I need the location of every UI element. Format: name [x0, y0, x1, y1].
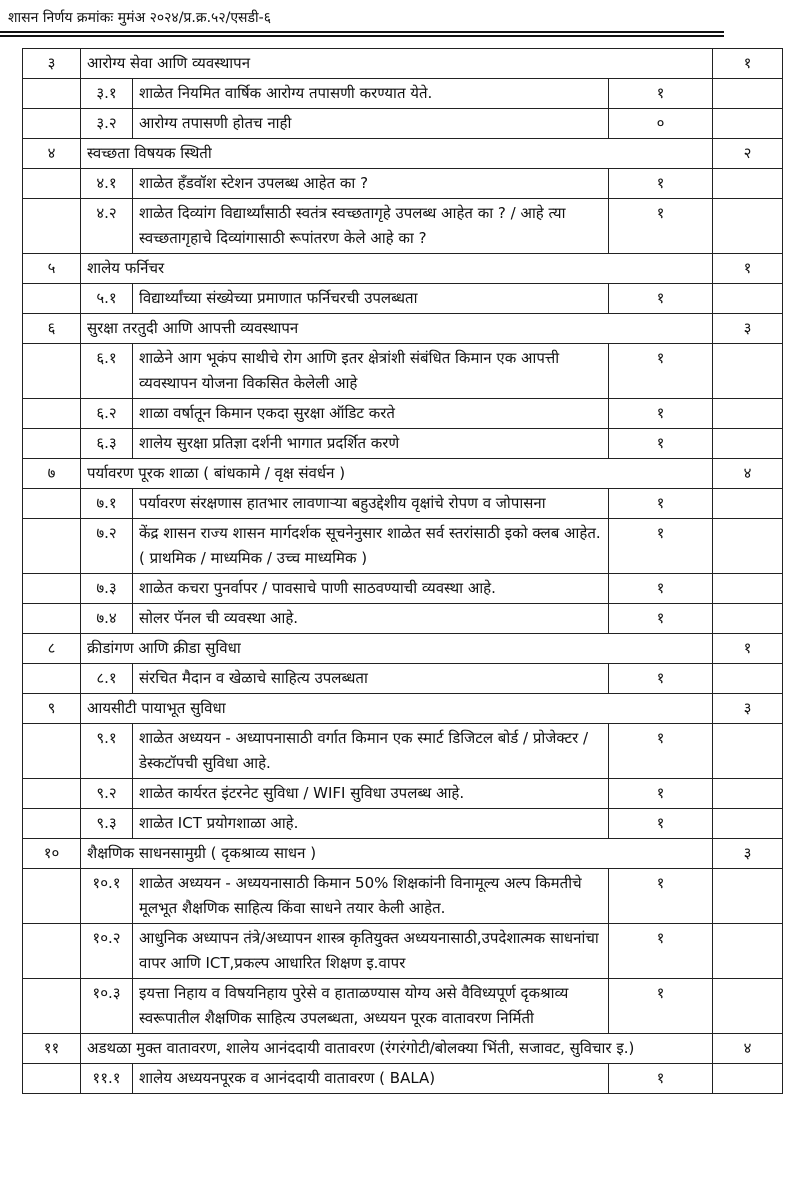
item-text: शाळेत ICT प्रयोगशाळा आहे.	[133, 809, 609, 839]
item-total-spacer	[713, 399, 783, 429]
item-text: शाळेत अध्ययन - अध्यापनासाठी वर्गात किमान एक स्मार्ट डिजिटल बोर्ड / प्रोजेक्टर / डेस्कटॉपची सुविधा आहे.	[133, 724, 609, 779]
item-total-spacer	[713, 604, 783, 634]
table-body	[23, 49, 783, 1094]
item-number: ८.१	[81, 664, 133, 694]
item-spacer	[23, 429, 81, 459]
section-row	[23, 254, 783, 284]
item-spacer	[23, 199, 81, 254]
item-number: ११.१	[81, 1064, 133, 1094]
item-row	[23, 724, 783, 779]
item-row	[23, 79, 783, 109]
section-row	[23, 314, 783, 344]
item-mark: १	[609, 809, 713, 839]
item-mark: १	[609, 79, 713, 109]
item-spacer	[23, 399, 81, 429]
section-number: ६	[23, 314, 81, 344]
item-mark: १	[609, 489, 713, 519]
item-text: विद्यार्थ्यांच्या संख्येच्या प्रमाणात फर्निचरची उपलब्धता	[133, 284, 609, 314]
section-row	[23, 1034, 783, 1064]
item-row	[23, 664, 783, 694]
item-text: शाळेत दिव्यांग विद्यार्थ्यांसाठी स्वतंत्र स्वच्छतागृहे उपलब्ध आहेत का ? / आहे त्या स्वच्छतागृहाचे दिव्यांगासाठी रूपांतरण केले आहे का ?	[133, 199, 609, 254]
item-total-spacer	[713, 924, 783, 979]
item-spacer	[23, 924, 81, 979]
item-mark: १	[609, 284, 713, 314]
item-mark: १	[609, 344, 713, 399]
item-row	[23, 519, 783, 574]
item-spacer	[23, 574, 81, 604]
item-row	[23, 924, 783, 979]
item-spacer	[23, 79, 81, 109]
item-total-spacer	[713, 429, 783, 459]
item-text: पर्यावरण संरक्षणास हातभार लावणाऱ्या बहुउद्देशीय वृक्षांचे रोपण व जोपासना	[133, 489, 609, 519]
item-total-spacer	[713, 779, 783, 809]
section-total: १	[713, 254, 783, 284]
item-text: आरोग्य तपासणी होतच नाही	[133, 109, 609, 139]
item-number: ३.२	[81, 109, 133, 139]
item-mark: १	[609, 979, 713, 1034]
item-text: शाळेत कार्यरत इंटरनेट सुविधा / WIFI सुविधा उपलब्ध आहे.	[133, 779, 609, 809]
section-title: अडथळा मुक्त वातावरण, शालेय आनंददायी वातावरण (रंगरंगोटी/बोलक्या भिंती, सजावट, सुविचार इ.)	[81, 1034, 713, 1064]
item-row	[23, 169, 783, 199]
item-number: १०.१	[81, 869, 133, 924]
item-text: शाळेत अध्ययन - अध्ययनासाठी किमान 50% शिक्षकांनी विनामूल्य अल्प किमतीचे मूलभूत शैक्षणिक साहित्य किंवा साधने तयार केली आहेत.	[133, 869, 609, 924]
item-number: ६.१	[81, 344, 133, 399]
evaluation-table	[22, 48, 783, 1094]
item-spacer	[23, 284, 81, 314]
item-number: ७.१	[81, 489, 133, 519]
item-mark: १	[609, 429, 713, 459]
section-total: ३	[713, 839, 783, 869]
item-row	[23, 399, 783, 429]
item-text: शालेय सुरक्षा प्रतिज्ञा दर्शनी भागात प्रदर्शित करणे	[133, 429, 609, 459]
section-total: ४	[713, 459, 783, 489]
section-title: शैक्षणिक साधनसामुग्री ( दृकश्राव्य साधन )	[81, 839, 713, 869]
item-mark: १	[609, 169, 713, 199]
item-number: ३.१	[81, 79, 133, 109]
item-spacer	[23, 169, 81, 199]
section-number: ९	[23, 694, 81, 724]
item-row	[23, 429, 783, 459]
item-spacer	[23, 664, 81, 694]
item-total-spacer	[713, 574, 783, 604]
section-row	[23, 139, 783, 169]
section-row	[23, 634, 783, 664]
item-spacer	[23, 779, 81, 809]
item-mark: १	[609, 399, 713, 429]
item-row	[23, 869, 783, 924]
section-row	[23, 49, 783, 79]
item-number: ६.२	[81, 399, 133, 429]
item-row	[23, 199, 783, 254]
item-mark: १	[609, 724, 713, 779]
item-text: शाळा वर्षातून किमान एकदा सुरक्षा ऑडिट करते	[133, 399, 609, 429]
item-total-spacer	[713, 809, 783, 839]
item-total-spacer	[713, 79, 783, 109]
item-total-spacer	[713, 109, 783, 139]
item-text: इयत्ता निहाय व विषयनिहाय पुरेसे व हाताळण्यास योग्य असे वैविध्यपूर्ण दृकश्राव्य स्वरूपातील शैक्षणिक साहित्य उपलब्धता, अध्ययन पूरक वातावरण निर्मिती	[133, 979, 609, 1034]
section-number: १०	[23, 839, 81, 869]
item-mark: ०	[609, 109, 713, 139]
item-spacer	[23, 869, 81, 924]
section-title: आयसीटी पायाभूत सुविधा	[81, 694, 713, 724]
item-text: शाळेने आग भूकंप साथीचे रोग आणि इतर क्षेत्रांशी संबंधित किमान एक आपत्ती व्यवस्थापन योजना विकसित केलेली आहे	[133, 344, 609, 399]
item-total-spacer	[713, 1064, 783, 1094]
item-mark: १	[609, 664, 713, 694]
item-total-spacer	[713, 489, 783, 519]
section-number: ११	[23, 1034, 81, 1064]
item-row	[23, 809, 783, 839]
item-spacer	[23, 489, 81, 519]
item-spacer	[23, 1064, 81, 1094]
item-mark: १	[609, 869, 713, 924]
item-total-spacer	[713, 724, 783, 779]
header-rule-top	[0, 31, 724, 33]
item-total-spacer	[713, 519, 783, 574]
item-number: १०.२	[81, 924, 133, 979]
section-total: ३	[713, 694, 783, 724]
item-total-spacer	[713, 344, 783, 399]
item-spacer	[23, 604, 81, 634]
item-row	[23, 979, 783, 1034]
item-number: १०.३	[81, 979, 133, 1034]
item-spacer	[23, 519, 81, 574]
item-row	[23, 1064, 783, 1094]
item-total-spacer	[713, 979, 783, 1034]
section-total: ४	[713, 1034, 783, 1064]
item-mark: १	[609, 924, 713, 979]
section-title: शालेय फर्निचर	[81, 254, 713, 284]
item-text: शाळेत नियमित वार्षिक आरोग्य तपासणी करण्यात येते.	[133, 79, 609, 109]
item-total-spacer	[713, 664, 783, 694]
item-number: ६.३	[81, 429, 133, 459]
section-total: १	[713, 634, 783, 664]
item-text: शालेय अध्ययनपूरक व आनंददायी वातावरण ( BALA)	[133, 1064, 609, 1094]
section-title: क्रीडांगण आणि क्रीडा सुविधा	[81, 634, 713, 664]
item-mark: १	[609, 199, 713, 254]
item-number: ७.३	[81, 574, 133, 604]
section-total: २	[713, 139, 783, 169]
item-text: आधुनिक अध्यापन तंत्रे/अध्यापन शास्त्र कृतियुक्त अध्ययनासाठी,उपदेशात्मक साधनांचा वापर आणि ICT,प्रकल्प आधारित शिक्षण इ.वापर	[133, 924, 609, 979]
item-row	[23, 604, 783, 634]
item-number: ७.४	[81, 604, 133, 634]
item-spacer	[23, 979, 81, 1034]
section-title: पर्यावरण पूरक शाळा ( बांधकामे / वृक्ष संवर्धन )	[81, 459, 713, 489]
item-total-spacer	[713, 199, 783, 254]
item-number: ९.३	[81, 809, 133, 839]
header-rule-bottom	[0, 35, 724, 37]
section-title: सुरक्षा तरतुदी आणि आपत्ती व्यवस्थापन	[81, 314, 713, 344]
item-number: ७.२	[81, 519, 133, 574]
section-number: ५	[23, 254, 81, 284]
item-mark: १	[609, 779, 713, 809]
item-text: शाळेत हँडवॉश स्टेशन उपलब्ध आहेत का ?	[133, 169, 609, 199]
item-mark: १	[609, 604, 713, 634]
item-row	[23, 779, 783, 809]
item-text: सोलर पॅनल ची व्यवस्था आहे.	[133, 604, 609, 634]
section-total: १	[713, 49, 783, 79]
item-mark: १	[609, 574, 713, 604]
item-number: ४.१	[81, 169, 133, 199]
page-header: शासन निर्णय क्रमांकः मुमंअ २०२४/प्र.क्र.५२/एसडी-६	[8, 10, 271, 26]
item-text: संरचित मैदान व खेळाचे साहित्य उपलब्धता	[133, 664, 609, 694]
item-mark: १	[609, 1064, 713, 1094]
item-row	[23, 489, 783, 519]
item-row	[23, 109, 783, 139]
section-title: आरोग्य सेवा आणि व्यवस्थापन	[81, 49, 713, 79]
item-total-spacer	[713, 869, 783, 924]
item-spacer	[23, 809, 81, 839]
section-row	[23, 839, 783, 869]
item-row	[23, 284, 783, 314]
item-number: ९.१	[81, 724, 133, 779]
item-spacer	[23, 344, 81, 399]
item-row	[23, 344, 783, 399]
section-number: ७	[23, 459, 81, 489]
section-row	[23, 459, 783, 489]
section-title: स्वच्छता विषयक स्थिती	[81, 139, 713, 169]
item-mark: १	[609, 519, 713, 574]
item-total-spacer	[713, 284, 783, 314]
item-text: केंद्र शासन राज्य शासन मार्गदर्शक सूचनेनुसार शाळेत सर्व स्तरांसाठी इको क्लब आहेत. ( प्राथमिक / माध्यमिक / उच्च माध्यमिक )	[133, 519, 609, 574]
item-number: ९.२	[81, 779, 133, 809]
section-row	[23, 694, 783, 724]
item-text: शाळेत कचरा पुनर्वापर / पावसाचे पाणी साठवण्याची व्यवस्था आहे.	[133, 574, 609, 604]
item-spacer	[23, 109, 81, 139]
section-number: ८	[23, 634, 81, 664]
item-number: ४.२	[81, 199, 133, 254]
section-number: ३	[23, 49, 81, 79]
section-number: ४	[23, 139, 81, 169]
item-spacer	[23, 724, 81, 779]
item-number: ५.१	[81, 284, 133, 314]
item-row	[23, 574, 783, 604]
section-total: ३	[713, 314, 783, 344]
item-total-spacer	[713, 169, 783, 199]
